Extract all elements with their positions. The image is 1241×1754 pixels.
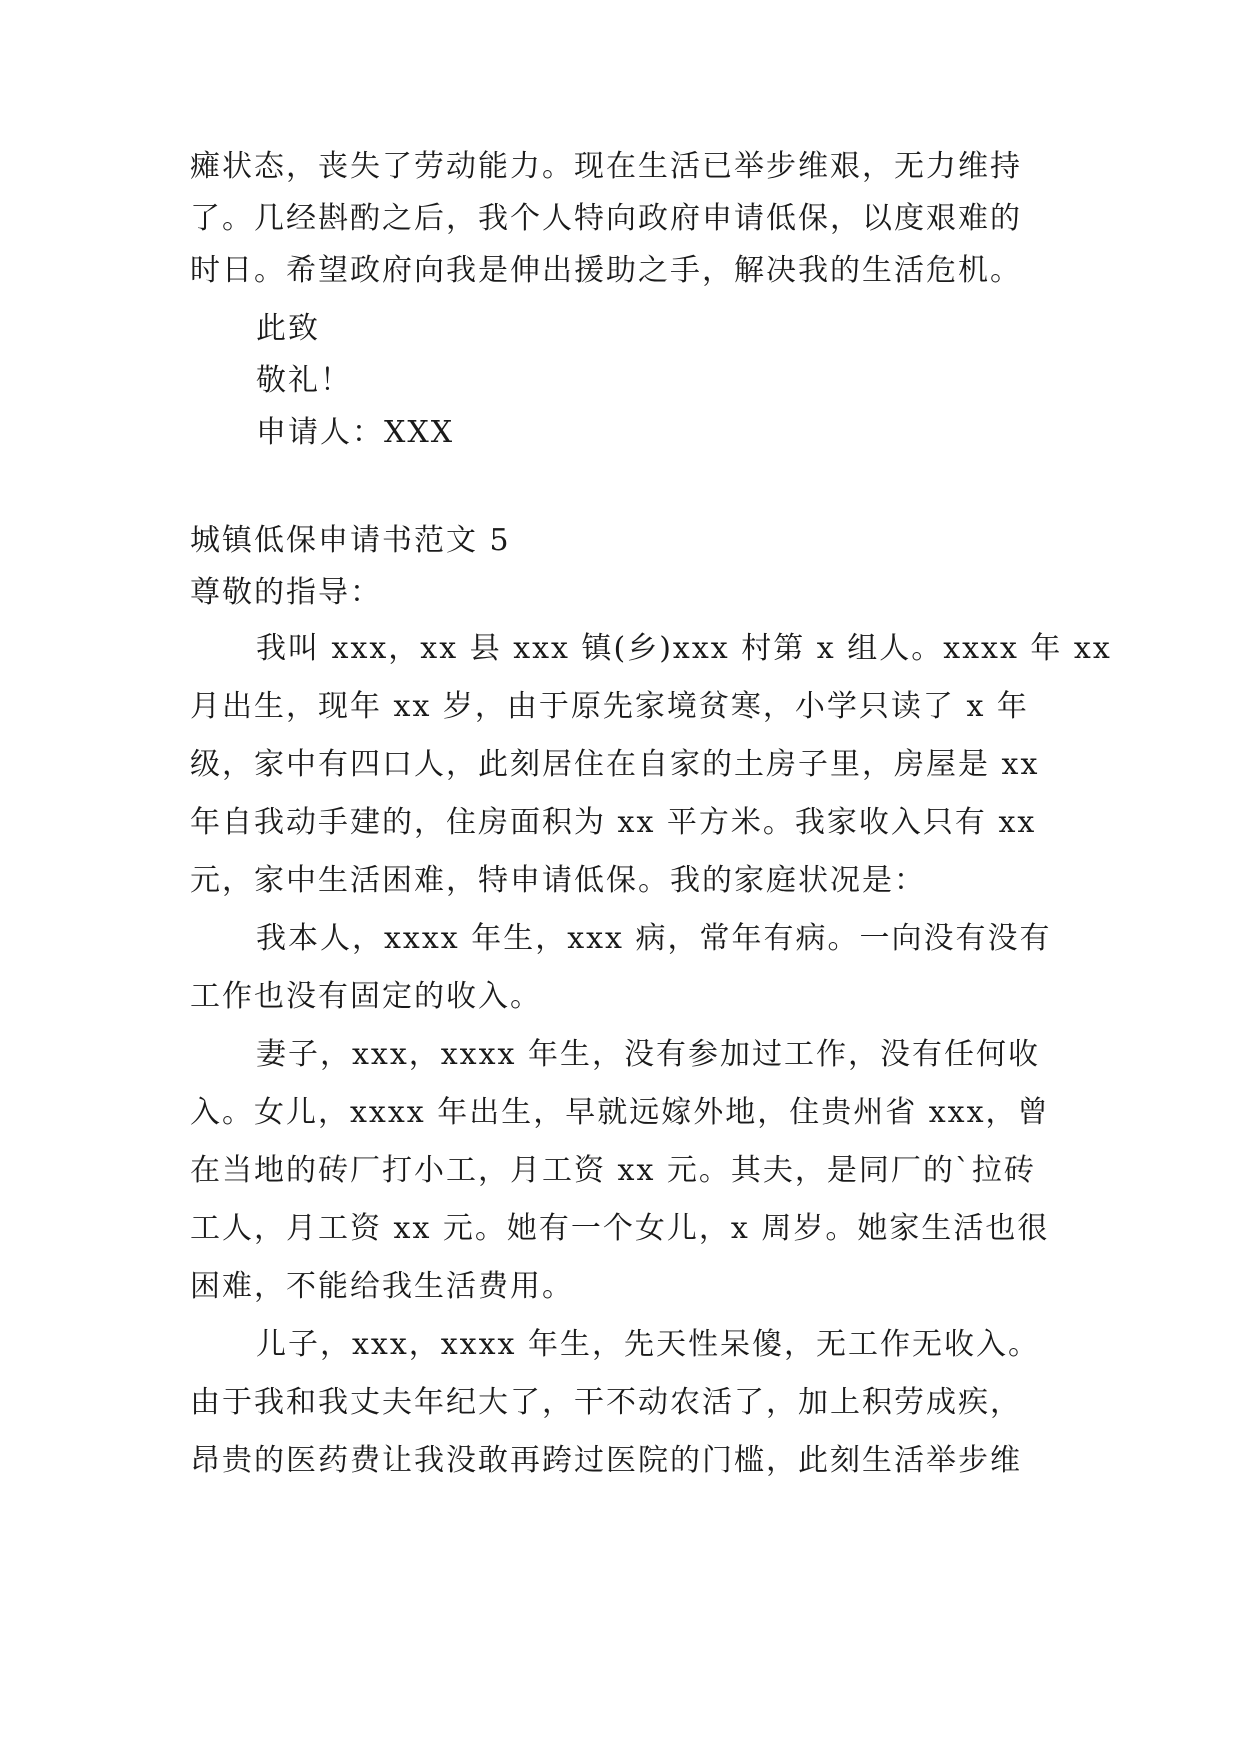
closing-salutation: 敬礼！ [256, 363, 352, 398]
body-line: 在当地的砖厂打小工，月工资 xx 元。其夫，是同厂的`拉砖 [190, 1153, 1036, 1188]
body-line: 年自我动手建的，住房面积为 xx 平方米。我家收入只有 xx [190, 805, 1037, 840]
body-line: 月出生，现年 xx 岁，由于原先家境贫寒，小学只读了 x 年 [190, 689, 1029, 724]
body-line: 了。几经斟酌之后，我个人特向政府申请低保，以度艰难的 [190, 201, 1022, 236]
applicant-signature: 申请人：XXX [256, 415, 455, 450]
section-title: 城镇低保申请书范文 5 [190, 523, 511, 558]
body-line: 瘫状态，丧失了劳动能力。现在生活已举步维艰，无力维持 [190, 149, 1022, 184]
body-line: 时日。希望政府向我是伸出援助之手，解决我的生活危机。 [190, 253, 1022, 288]
body-line: 工作也没有固定的收入。 [190, 979, 542, 1014]
greeting: 尊敬的指导： [190, 575, 382, 610]
body-line: 儿子，xxx，xxxx 年生，先天性呆傻，无工作无收入。 [256, 1327, 1040, 1362]
body-line: 我本人，xxxx 年生，xxx 病，常年有病。一向没有没有 [256, 921, 1052, 956]
body-line: 我叫 xxx，xx 县 xxx 镇(乡)xxx 村第 x 组人。xxxx 年 xx [256, 631, 1112, 666]
body-line: 元，家中生活困难，特申请低保。我的家庭状况是： [190, 863, 926, 898]
body-line: 级，家中有四口人，此刻居住在自家的土房子里，房屋是 xx [190, 747, 1040, 782]
body-line: 昂贵的医药费让我没敢再跨过医院的门槛，此刻生活举步维 [190, 1443, 1022, 1478]
body-line: 入。女儿，xxxx 年出生，早就远嫁外地，住贵州省 xxx，曾 [190, 1095, 1050, 1130]
body-line: 困难，不能给我生活费用。 [190, 1269, 574, 1304]
body-line: 工人，月工资 xx 元。她有一个女儿，x 周岁。她家生活也很 [190, 1211, 1050, 1246]
closing-line: 此致 [256, 311, 320, 346]
body-line: 由于我和我丈夫年纪大了，干不动农活了，加上积劳成疾， [190, 1385, 1022, 1420]
body-line: 妻子，xxx，xxxx 年生，没有参加过工作，没有任何收 [256, 1037, 1040, 1072]
